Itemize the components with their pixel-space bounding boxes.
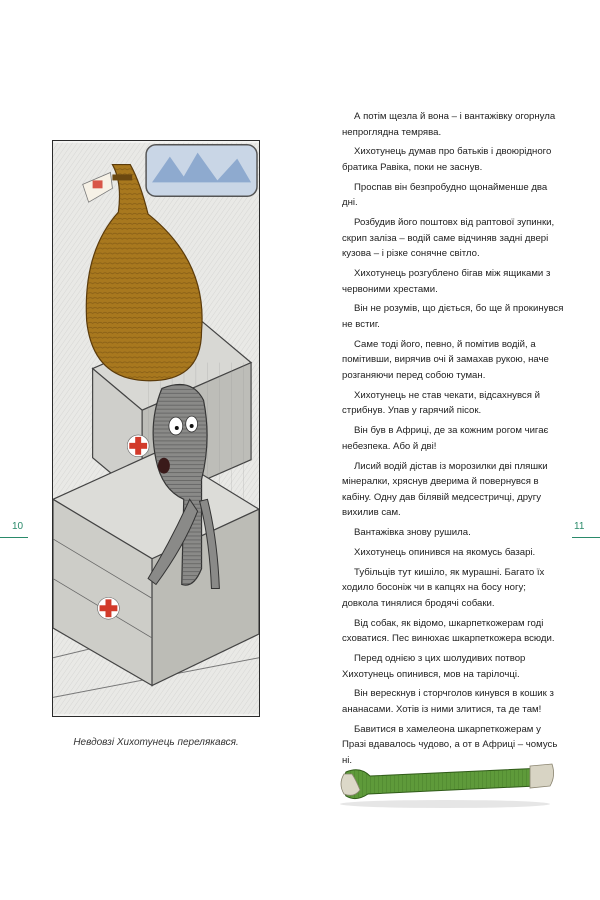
paragraph: А потім щезла й вона – і вантажівку огорнула непроглядна темрява. [342, 111, 556, 138]
paragraph: Від собак, як відомо, шкарпеткожерам годі сховатися. Пес винюхає шкарпеткожера всюди. [342, 617, 555, 645]
paragraph: Хихотунець розгублено бігав між ящиками з червоними хрестами. [342, 268, 551, 295]
body-text [342, 109, 564, 773]
illustration-drawing [53, 141, 259, 716]
paragraph: Він верескнув і сторчголов кинувся в кошик з ананасами. Хотів із ними злитися, та де там! [342, 688, 554, 715]
paragraph: Хихотунець думав про батьків і двоюрідного братика Равіка, поки не заснув. [342, 146, 552, 173]
page-number-rule-left [0, 537, 28, 538]
paragraph: Тубільців тут кишіло, як мурашні. Багато їх ходило босоніж чи в капцях на босу ногу; довкола тинялися бродячі собаки. [342, 566, 545, 609]
sock-illustration [330, 750, 560, 810]
paragraph: Саме тоді його, певно, й помітив водій, а помітивши, вирячив очі й замахав рукою, наче розганяючи перед собою туман. [342, 338, 549, 382]
paragraph: Бавитися в хамелеона шкарпеткожерам у Празі вдавалось чудово, а от в Африці – чомусь ні. [342, 723, 558, 766]
paragraph: Розбудив його поштовх від раптової зупинки, скрип заліза – водій саме відчиняв задні двері кузова – і різке сонячне світло. [342, 217, 555, 260]
page-number-left: 10 [12, 521, 24, 532]
paragraph: Хихотунець не став чекати, відсахнувся й стрибнув. Упав у гарячий пісок. [342, 389, 540, 417]
paragraph: Проспав він безпробудно щонайменше два дні. [342, 181, 548, 209]
illustration-caption: Невдовзі Хихотунець перелякався. [73, 737, 239, 748]
paragraph: Він не розумів, що діється, бо ще й прокинувся не встиг. [342, 303, 564, 331]
page-number-right: 11 [574, 521, 585, 532]
paragraph: Перед однією з цих шолудивих потвор Хихотунець опинився, мов на тарілочці. [342, 653, 526, 680]
page-number-rule-right [572, 537, 600, 538]
paragraph: Лисий водій дістав із морозилки дві пляшки мінералки, хряснув дверима й повернувся в кабіну. Одну дав білявій медсестричці, другу вихилив сам. [342, 460, 548, 519]
paragraph: Він був в Африці, де за кожним рогом чигає небезпека. Або й дві! [342, 425, 549, 452]
paragraph: Вантажівка знову рушила. [354, 527, 471, 539]
paragraph: Хихотунець опинився на якомусь базарі. [354, 546, 536, 558]
illustration-truck-interior [52, 140, 260, 717]
green-sock-drawing [330, 750, 560, 810]
